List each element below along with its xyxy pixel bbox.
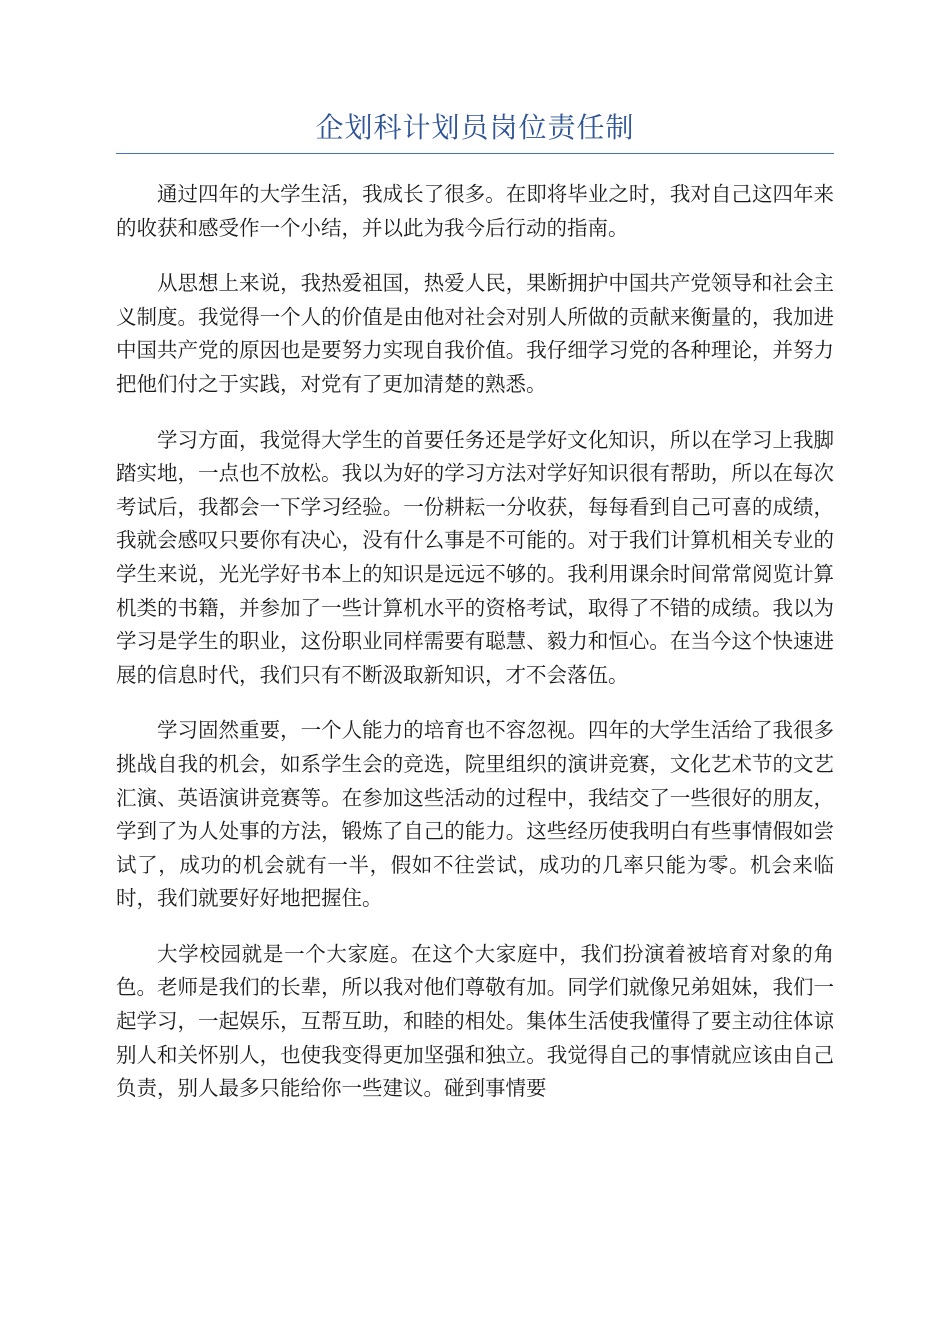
document-body: [116, 178, 834, 1128]
title-underline: [116, 153, 834, 154]
paragraph-campus-life: 大学校园就是一个大家庭。在这个大家庭中，我们扮演着被培育对象的角色。老师是我们的长辈，所以我对他们尊敬有加。同学们就像兄弟姐妹，我们一起学习，一起娱乐，互帮互助，和睦的相处。集体生活使我懂得了要主动往体谅别人和关怀别人，也使我变得更加坚强和独立。我觉得自己的事情就应该由自己负责，别人最多只能给你一些建议。碰到事情要: [116, 941, 834, 1101]
paragraph-ability: 学习固然重要，一个人能力的培育也不容忽视。四年的大学生活给了我很多挑战自我的机会，如系学生会的竞选，院里组织的演讲竞赛，文化艺术节的文艺汇演、英语演讲竞赛等。在参加这些活动的过程中，我结交了一些很好的朋友，学到了为人处事的方法，锻炼了自己的能力。这些经历使我明白有些事情假如尝试了，成功的机会就有一半，假如不往尝试，成功的几率只能为零。机会来临时，我们就要好好地把握住。: [116, 718, 834, 911]
paragraph-intro: 通过四年的大学生活，我成长了很多。在即将毕业之时，我对自己这四年来的收获和感受作一个小结，并以此为我今后行动的指南。: [116, 182, 834, 240]
paragraph-ideology: 从思想上来说，我热爱祖国，热爱人民，果断拥护中国共产党领导和社会主义制度。我觉得一个人的价值是由他对社会对别人所做的贡献来衡量的，我加进中国共产党的原因也是要努力实现自我价值。我仔细学习党的各种理论，并努力把他们付之于实践，对党有了更加清楚的熟悉。: [116, 271, 834, 396]
document-title: 企划科计划员岗位责任制: [315, 111, 635, 144]
paragraph-study: 学习方面，我觉得大学生的首要任务还是学好文化知识，所以在学习上我脚踏实地，一点也不放松。我以为好的学习方法对学好知识很有帮助，所以在每次考试后，我都会一下学习经验。一份耕耘一分收获，每每看到自己可喜的成绩，我就会感叹只要你有决心，没有什么事是不可能的。对于我们计算机相关专业的学生来说，光光学好书本上的知识是远远不够的。我利用课余时间常常阅览计算机类的书籍，并参加了一些计算机水平的资格考试，取得了不错的成绩。我以为学习是学生的职业，这份职业同样需要有聪慧、毅力和恒心。在当今这个快速进展的信息时代，我们只有不断汲取新知识，才不会落伍。: [116, 427, 834, 687]
